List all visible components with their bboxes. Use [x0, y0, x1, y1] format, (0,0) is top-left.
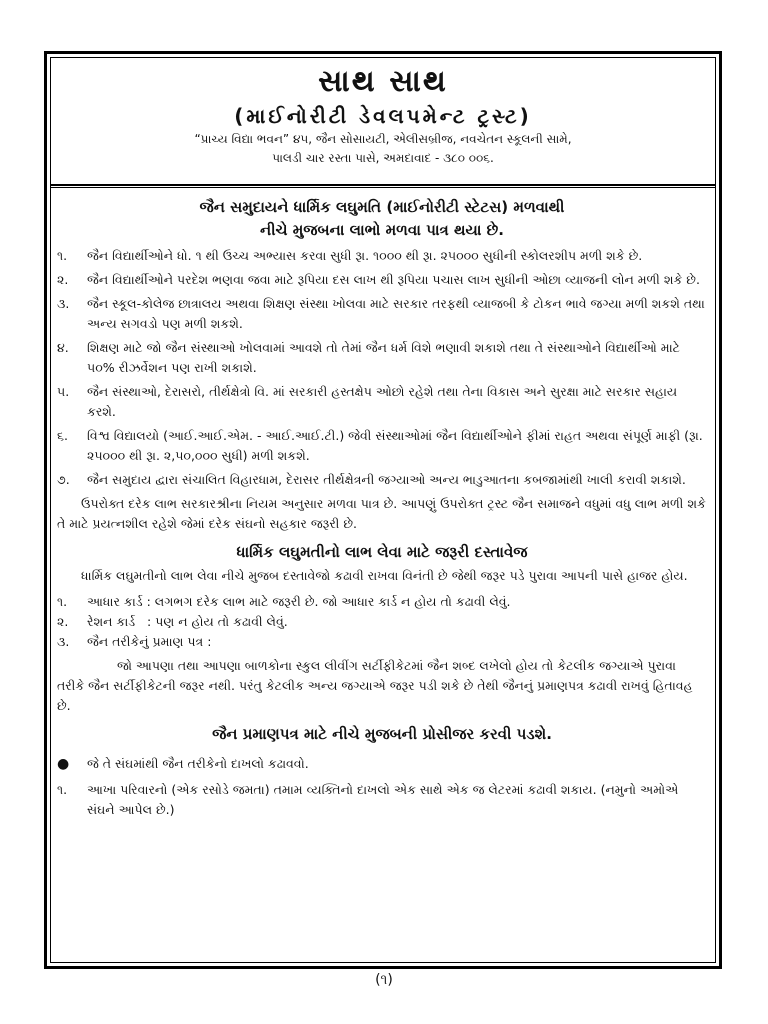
list-item: [57, 294, 707, 334]
trust-subtitle: (માઈનોરીટી ડેવલપમેન્ટ ટ્રસ્ટ): [234, 104, 532, 128]
inner-border: [50, 57, 716, 963]
item-number: ૭.: [57, 472, 70, 487]
step-text: આખા પરિવારનો (એક રસોડે જમતા) તમામ વ્યક્તિનો દાખલો એક સાથે એક જ લેટરમાં કઢાવી શકાય. (નમુનો અમોએ સંઘને આપેલ છે.): [87, 782, 679, 817]
procedure-bullet: [57, 754, 707, 774]
item-text: શિક્ષણ માટે જો જૈન સંસ્થાઓ ખોલવામાં આવશે તો તેમાં જૈન ધર્મ વિશે ભણાવી શકાશે તથા તે સંસ્થાઓને વિદ્યાર્થીઓ માટે ૫૦% રીઝર્વેશન પણ રાખી શકાશે.: [87, 340, 680, 375]
list-item: [57, 246, 707, 266]
page-number: (૧): [375, 972, 393, 988]
item-text: જૈન વિદ્યાર્થીઓને પરદેશ ભણવા જવા માટે રૂપિયા દસ લાખ થી રૂપિયા પચાસ લાખ સુધીની ઓછા વ્યાજની લોન મળી શકે છે.: [87, 272, 700, 287]
documents-intro: ધાર્મિક લઘુમતીનો લાભ લેવા નીચે મુજબ દસ્તાવેજો કઢાવી રાખવા વિનંતી છે જેથી જરૂર પડે પુરાવા આપની પાસે હાજર હોય.: [81, 568, 688, 583]
documents-heading: ધાર્મિક લઘુમતીનો લાભ લેવા માટે જરૂરી દસ્તાવેજ: [236, 543, 528, 561]
item-number: ૨.: [57, 614, 69, 629]
list-item: [57, 382, 707, 422]
item-text: વિશ્વ વિદ્યાલયો (આઈ.આઈ.એમ. - આઈ.આઈ.ટી.) જેવી સંસ્થાઓમાં જૈન વિદ્યાર્થીઓને ફીમાં રાહત અથવા સંપૂર્ણ માફી (રૂા. ૨૫૦૦૦ થી રૂા. ૨,૫૦,૦૦૦ સુધી) મળી શકશે.: [87, 428, 703, 463]
list-item: [57, 270, 707, 290]
item-number: ૩.: [57, 296, 70, 311]
benefits-heading-line-2: નીચે મુજબના લાભો મળવા પાત્ર થયા છે.: [260, 221, 504, 239]
list-item: [57, 592, 707, 612]
item-text: આધાર કાર્ડ : લગભગ દરેક લાભ માટે જરૂરી છે. જો આધાર કાર્ડ ન હોય તો કઢાવી લેવું.: [87, 594, 511, 609]
bullet-text: જે તે સંઘમાંથી જૈન તરીકેનો દાખલો કઢાવવો.: [87, 756, 309, 771]
list-item: [57, 338, 707, 378]
item-number: ૩.: [57, 634, 70, 649]
item-text: જૈન સમુદાય દ્વારા સંચાલિત વિહારધામ, દેરાસર તીર્થક્ષેત્રની જગ્યાઓ અન્ય ભાડુઆતના કબજામાંથી ખાલી કરાવી શકાશે.: [87, 472, 686, 487]
address-line-1: “પ્રાચ્ય વિદ્યા ભવન” ૪૫, જૈન સોસાયટી, એલીસબ્રીજ, નવચેતન સ્કૂલની સામે,: [194, 132, 572, 146]
item-number: ૧.: [57, 782, 68, 797]
item-text: જૈન તરીકેનું પ્રમાણ પત્ર :: [87, 634, 212, 649]
list-item: [57, 426, 707, 466]
benefits-list: [57, 246, 707, 490]
address-line-2: પાલડી ચાર રસ્તા પાસે, અમદાવાદ - ૩૮૦ ૦૦૬.: [272, 151, 494, 165]
list-item: [57, 470, 707, 490]
item-text: જૈન વિદ્યાર્થીઓને ધો. ૧ થી ઉચ્ચ અભ્યાસ કરવા સુધી રૂા. ૧૦૦૦ થી રૂા. ૨૫૦૦૦ સુધીની સ્કોલરશીપ મળી શકે છે.: [87, 248, 643, 263]
item-text: રેશન કાર્ડ : પણ ન હોય તો કઢાવી લેવું.: [87, 614, 288, 629]
certificate-note: જો આપણા તથા આપણા બાળકોના સ્કુલ લીવીંગ સર્ટીફીકેટમાં જૈન શબ્દ લખેલો હોય તો કેટલીક જગ્યાએ પુરાવા તરીકે જૈન સર્ટીફીકેટની જરૂર નથી. પરંતુ કેટલીક અન્ય જગ્યાએ જરૂર પડી શકે છે તેથી જૈનનું પ્રમાણપત્ર કઢાવી રાખવું હિતાવહ છે.: [57, 658, 693, 713]
item-number: ૫.: [57, 384, 70, 399]
procedure-step: [57, 780, 707, 820]
trust-title: સાથ સાથ: [318, 64, 448, 99]
document-body: [57, 196, 707, 820]
benefits-closing-paragraph: ઉપરોક્ત દરેક લાભ સરકારશ્રીના નિયમ અનુસાર મળવા પાત્ર છે. આપણું ઉપરોક્ત ટ્રસ્ટ જૈન સમાજને વધુમાં વધુ લાભ મળી શકે તે માટે પ્રયત્નશીલ રહેશે જેમાં દરેક સંઘનો સહકાર જરૂરી છે.: [57, 496, 706, 531]
header-divider: [51, 187, 715, 188]
letterhead: [51, 58, 715, 186]
procedure-heading: જૈન પ્રમાણપત્ર માટે નીચે મુજબની પ્રોસીજર કરવી પડશે.: [212, 725, 552, 743]
documents-list: [57, 592, 707, 652]
list-item: [57, 632, 707, 652]
item-number: ૪.: [57, 340, 69, 355]
benefits-heading-line-1: જૈન સમુદાયને ધાર્મિક લઘુમતિ (માઈનોરીટી સ્ટેટસ) મળવાથી: [199, 198, 565, 216]
list-item: [57, 612, 707, 632]
item-number: ૧.: [57, 248, 68, 263]
bullet-icon: ●: [57, 756, 70, 772]
item-number: ૧.: [57, 594, 68, 609]
item-number: ૨.: [57, 272, 69, 287]
item-number: ૬.: [57, 428, 68, 443]
item-text: જૈન સ્કૂલ-કોલેજ છાત્રાલય અથવા શિક્ષણ સંસ્થા ખોલવા માટે સરકાર તરફથી વ્યાજબી કે ટોકન ભાવે જગ્યા મળી શકશે તથા અન્ય સગવડો પણ મળી શકશે.: [87, 296, 705, 331]
page-border: [44, 51, 722, 969]
item-text: જૈન સંસ્થાઓ, દેરાસરો, તીર્થક્ષેત્રો વિ. માં સરકારી હસ્તક્ષેપ ઓછો રહેશે તથા તેના વિકાસ અને સુરક્ષા માટે સરકાર સહાય કરશે.: [87, 384, 678, 419]
